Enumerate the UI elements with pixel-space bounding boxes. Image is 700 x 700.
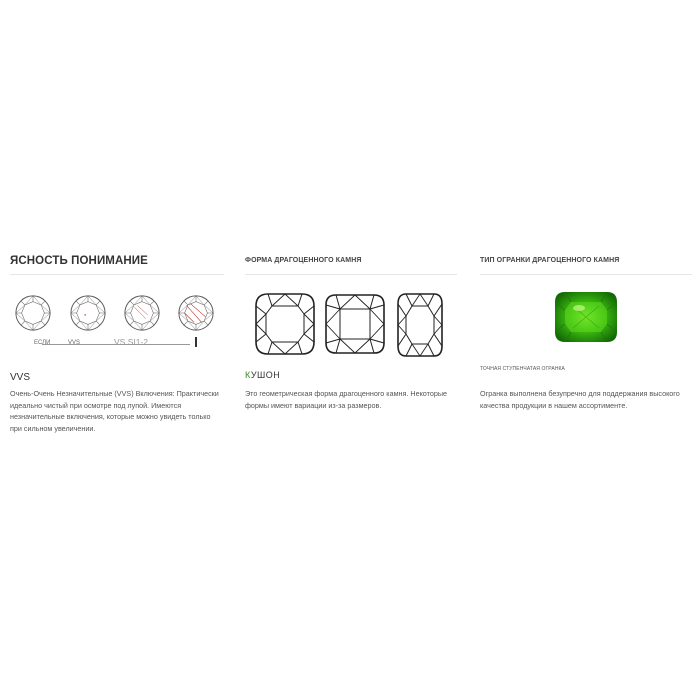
clarity-grade: VVS bbox=[10, 372, 31, 383]
divider bbox=[480, 274, 692, 275]
shape-name: КУШОН bbox=[245, 370, 281, 380]
peridot-gem-icon bbox=[553, 290, 619, 344]
shape-title: ФОРМА ДРАГОЦЕННОГО КАМНЯ bbox=[245, 257, 362, 264]
clarity-section bbox=[10, 252, 224, 270]
cut-name: ТОЧНАЯ СТУПЕНЧАТАЯ ОГРАНКА bbox=[480, 366, 565, 372]
cut-title: ТИП ОГРАНКИ ДРАГОЦЕННОГО КАМНЯ bbox=[480, 257, 620, 264]
clarity-scale-tick bbox=[195, 337, 197, 347]
shape-description: Это геометрическая форма драгоценного камня. Некоторые формы имеют вариации из-за размеров. bbox=[245, 389, 447, 410]
cut-description: Огранка выполнена безупречно для поддержания высокого качества продукции в нашем ассортименте. bbox=[480, 389, 680, 410]
shape-name-accent: К bbox=[245, 370, 251, 380]
divider bbox=[10, 274, 224, 275]
cut-section bbox=[480, 252, 692, 270]
cushion-top-view-icon bbox=[254, 292, 316, 356]
diamond-clarity-if-icon bbox=[14, 294, 52, 332]
clarity-label-vs-si: VS SI1-2 bbox=[114, 337, 149, 347]
shape-section bbox=[245, 252, 457, 270]
divider bbox=[245, 274, 457, 275]
cushion-elongated-view-icon bbox=[396, 292, 444, 358]
cushion-square-view-icon bbox=[324, 292, 386, 356]
diamond-clarity-vs-icon bbox=[123, 294, 161, 332]
clarity-label-vvs: VVS bbox=[68, 340, 81, 346]
diamond-clarity-si-icon bbox=[177, 294, 215, 332]
diamond-clarity-vvs-icon bbox=[69, 294, 107, 332]
clarity-title: ЯСНОСТЬ ПОНИМАНИЕ bbox=[10, 255, 148, 267]
clarity-description: Очень-Очень Незначительные (VVS) Включения: Практически идеально чистый при осмотре под лупой. Имеются незначительные включения, которые можно увидеть только при сильном увеличении. bbox=[10, 389, 219, 433]
shape-views bbox=[254, 292, 450, 360]
clarity-label-if: ЕСЛИ bbox=[34, 340, 51, 346]
gem-image bbox=[553, 290, 619, 344]
clarity-scale bbox=[14, 290, 224, 360]
